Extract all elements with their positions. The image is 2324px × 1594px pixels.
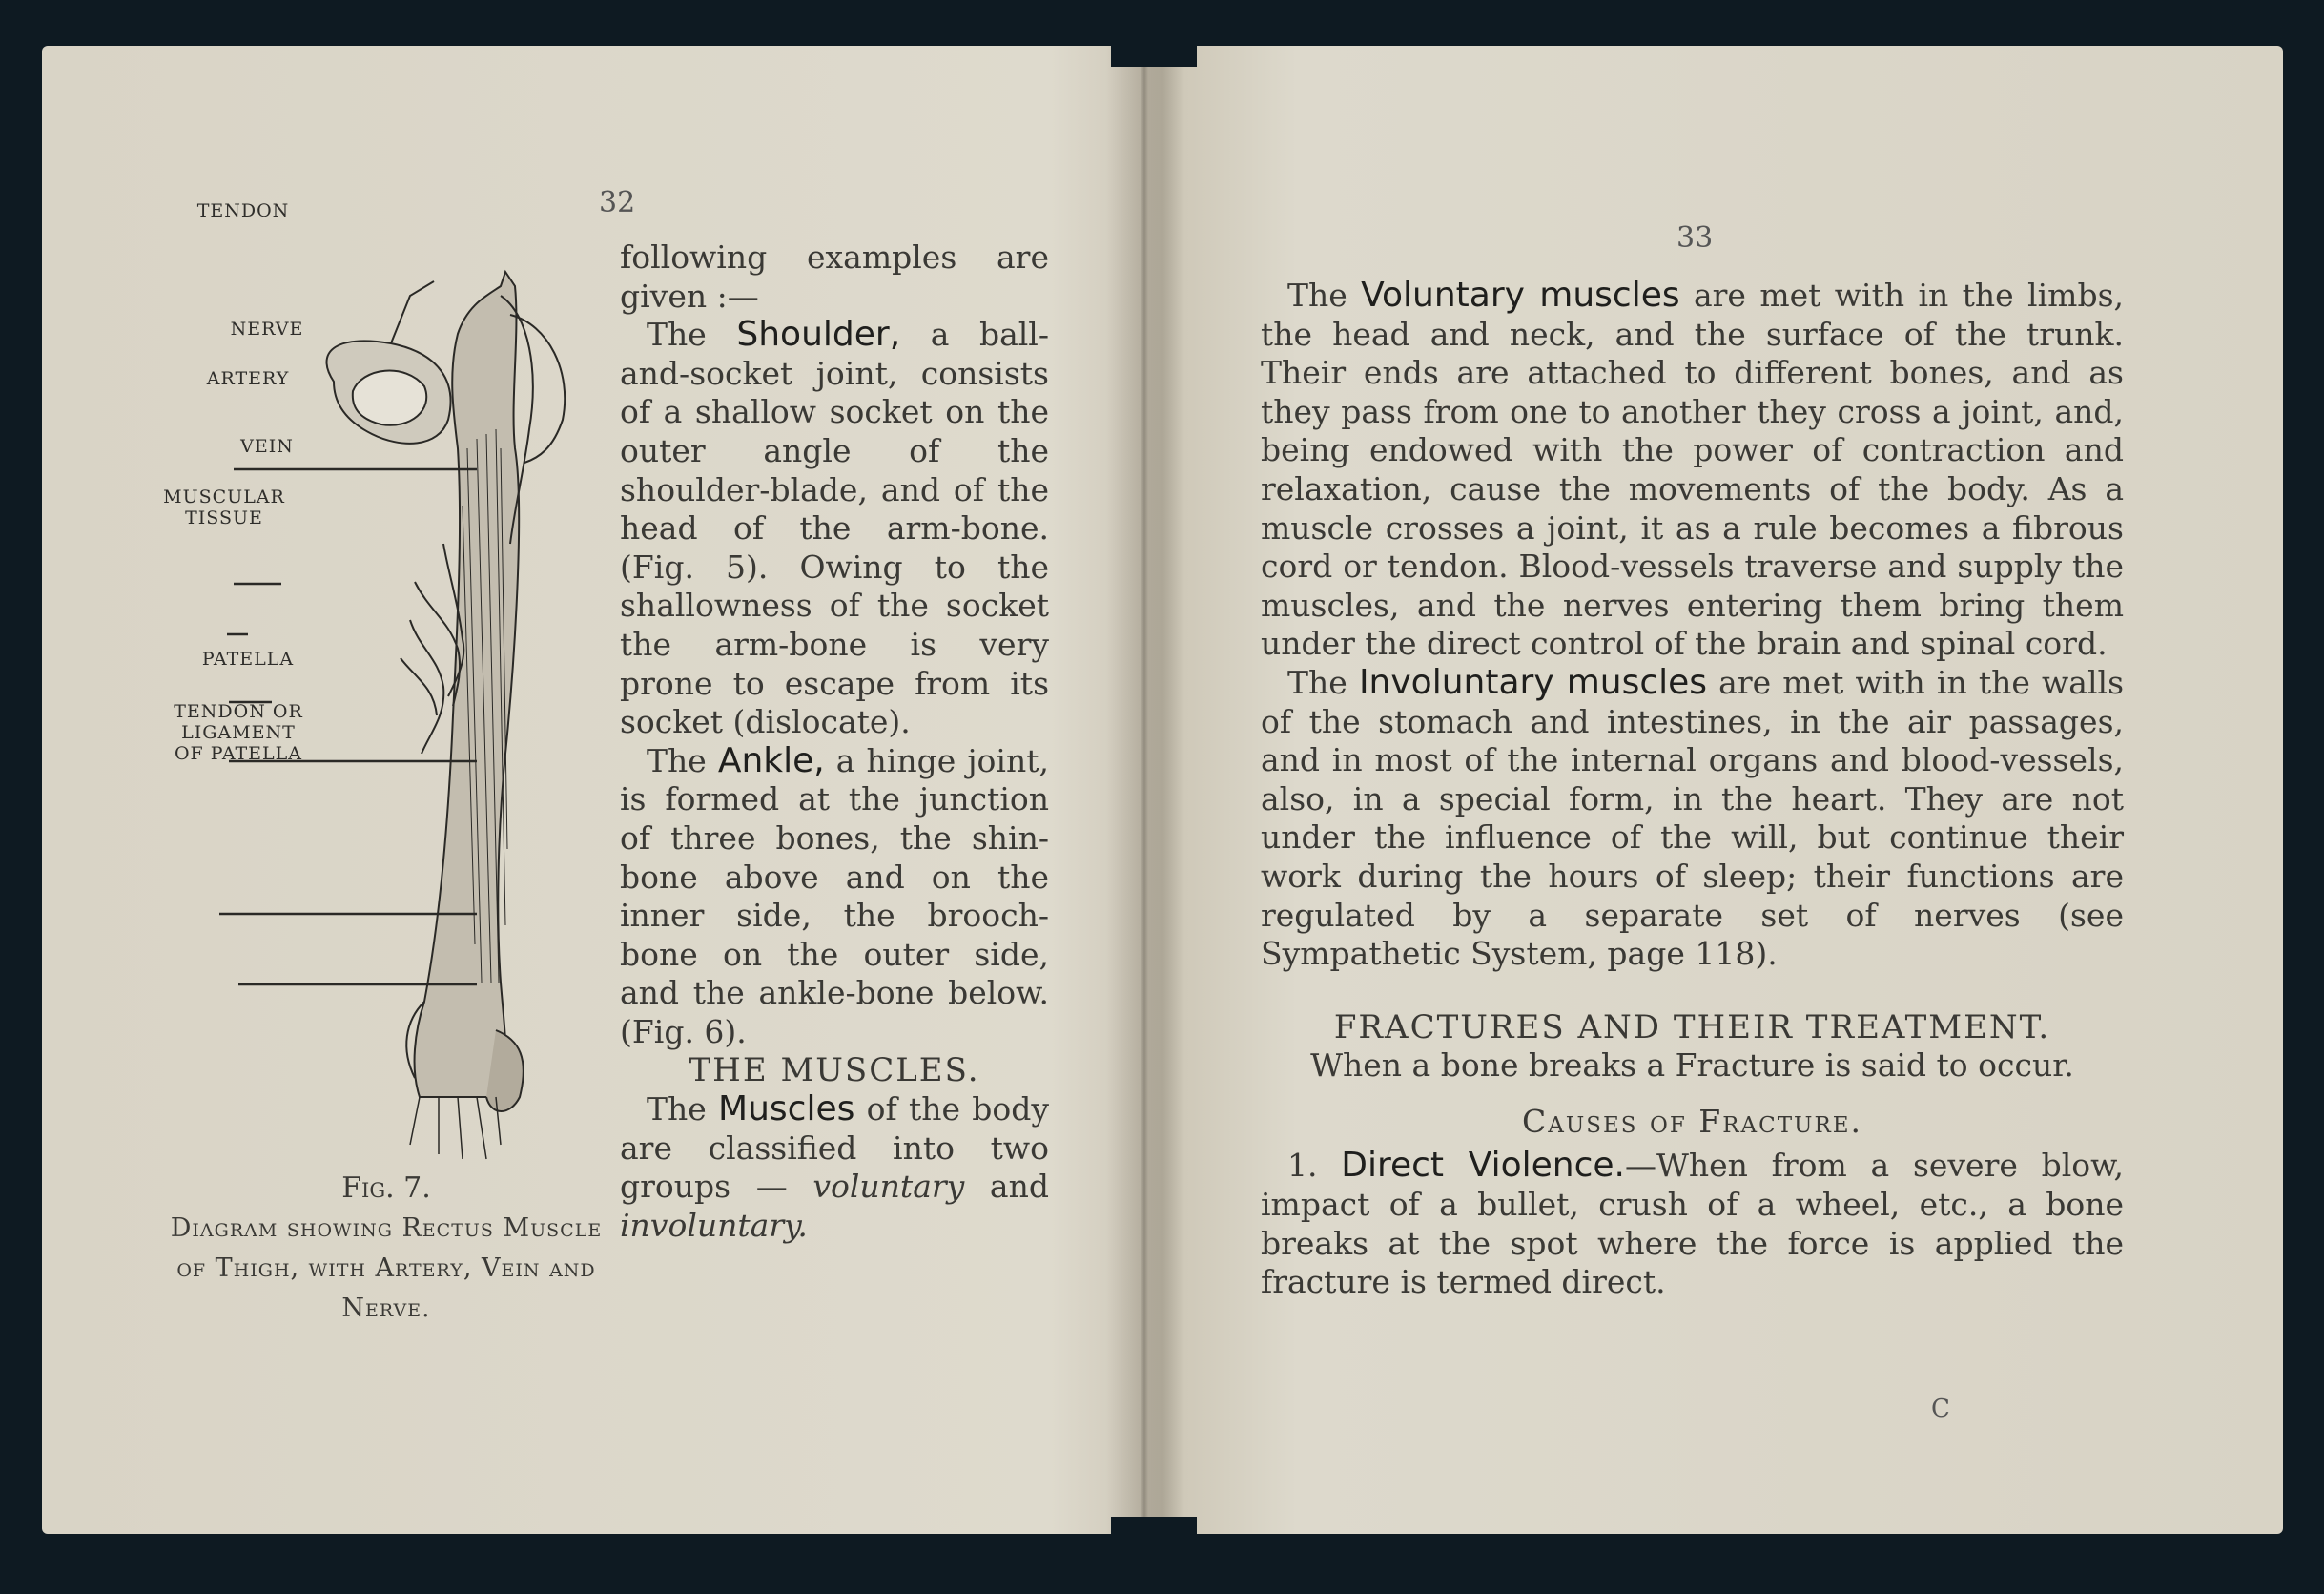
ankle-paragraph	[620, 742, 1049, 1052]
involuntary-pre: The	[1287, 663, 1347, 701]
caption-description: Diagram showing Rectus Muscle of Thigh, with Artery, Vein and Nerve.	[170, 1213, 603, 1323]
voluntary-pre: The	[1287, 277, 1347, 314]
voluntary-body: are met with in the limbs, the head and neck, and the surface of the trunk. Their ends are attached to different bones, and as they pass from one to another they cross a joint, and, being endowed with the power of contraction and relaxation, cause the movements of the body. As a muscle crosses a joint, it as a rule becomes a fibrous cord or tendon. Blood-vessels traverse and supply the muscles, and the nerves entering them bring them under the direct control of the brain and spinal cord.	[1261, 277, 2124, 663]
shoulder-paragraph	[620, 316, 1049, 742]
muscles-heading: THE MUSCLES.	[689, 1051, 980, 1090]
shoulder-body: a ball-and-socket joint, consists of a shallow socket on the outer angle of the shoulder-blade, and of the head of the arm-bone. (Fig. 5). Owing to the shallowness of the socket the arm-bone is very prone to escape from its socket (dislocate).	[620, 316, 1049, 741]
spine-gap-bottom	[1111, 1517, 1197, 1594]
muscles-paragraph	[620, 1090, 1049, 1245]
label-vein: VEIN	[240, 436, 294, 457]
fractures-heading: FRACTURES AND THEIR TREATMENT.	[1333, 1007, 2051, 1046]
figure-caption	[162, 1169, 610, 1329]
direct-violence-term: Direct Violence.	[1341, 1146, 1625, 1186]
shoulder-term: Shoulder,	[736, 315, 901, 355]
book-spine	[1106, 46, 1183, 1534]
right-text-column	[1261, 277, 2124, 1302]
label-nerve: NERVE	[230, 319, 304, 340]
spine-gap-top	[1111, 0, 1197, 67]
involuntary-muscles-term: Involuntary muscles	[1358, 662, 1708, 702]
involuntary-body: are met with in the walls of the stomach and intestines, in the air passages, and in most of the internal organs and blood-vessels, also, in a special form, in the heart. They are not under the influence of the will, but continue their work during the hours of sleep; their functions are regulated by a separate set of nerves (see Sympathetic System, page 118).	[1261, 663, 2124, 973]
label-tendon-ligament: TENDON OR LIGAMENT OF PATELLA	[174, 701, 303, 764]
intro-text: following examples are given :—	[620, 238, 1049, 315]
ankle-term: Ankle,	[717, 740, 825, 780]
right-page-number: 33	[1676, 221, 1714, 255]
muscles-term: Muscles	[718, 1089, 855, 1129]
signature-mark: C	[1931, 1395, 1950, 1423]
involuntary-term: involuntary.	[620, 1206, 808, 1244]
shoulder-pre: The	[647, 316, 707, 354]
label-artery: ARTERY	[206, 368, 290, 389]
direct-violence-paragraph	[1261, 1147, 2124, 1301]
voluntary-paragraph	[1261, 277, 2124, 664]
direct-violence-body: —When from a severe blow, impact of a bullet, crush of a wheel, etc., a bone breaks at the spot where the force is applied the fracture is termed direct.	[1261, 1147, 2124, 1301]
and-word: and	[964, 1168, 1049, 1206]
muscles-pre: The	[647, 1090, 707, 1128]
label-tendon: TENDON	[196, 200, 290, 221]
item-number: 1.	[1287, 1147, 1318, 1185]
involuntary-paragraph	[1261, 664, 2124, 974]
fracture-intro: When a bone breaks a Fracture is said to occur.	[1310, 1046, 2074, 1085]
voluntary-muscles-term: Voluntary muscles	[1361, 276, 1680, 315]
label-muscular-tissue: MUSCULAR TISSUE	[163, 486, 285, 528]
label-patella: PATELLA	[201, 649, 295, 670]
muscles-body: of the body are classified into two groups —	[620, 1090, 1049, 1206]
ankle-pre: The	[647, 741, 707, 779]
causes-heading: Causes of Fracture.	[1521, 1102, 1863, 1140]
voluntary-term: voluntary	[812, 1168, 965, 1206]
left-page-number: 32	[599, 186, 636, 219]
left-text-column	[620, 238, 1049, 1245]
ankle-body: a hinge joint, is formed at the junction of three bones, the shin-bone above and on the inner side, the brooch-bone on the outer side, and the ankle-bone below. (Fig. 6).	[620, 741, 1049, 1050]
caption-fig-number: Fig. 7.	[341, 1171, 431, 1205]
